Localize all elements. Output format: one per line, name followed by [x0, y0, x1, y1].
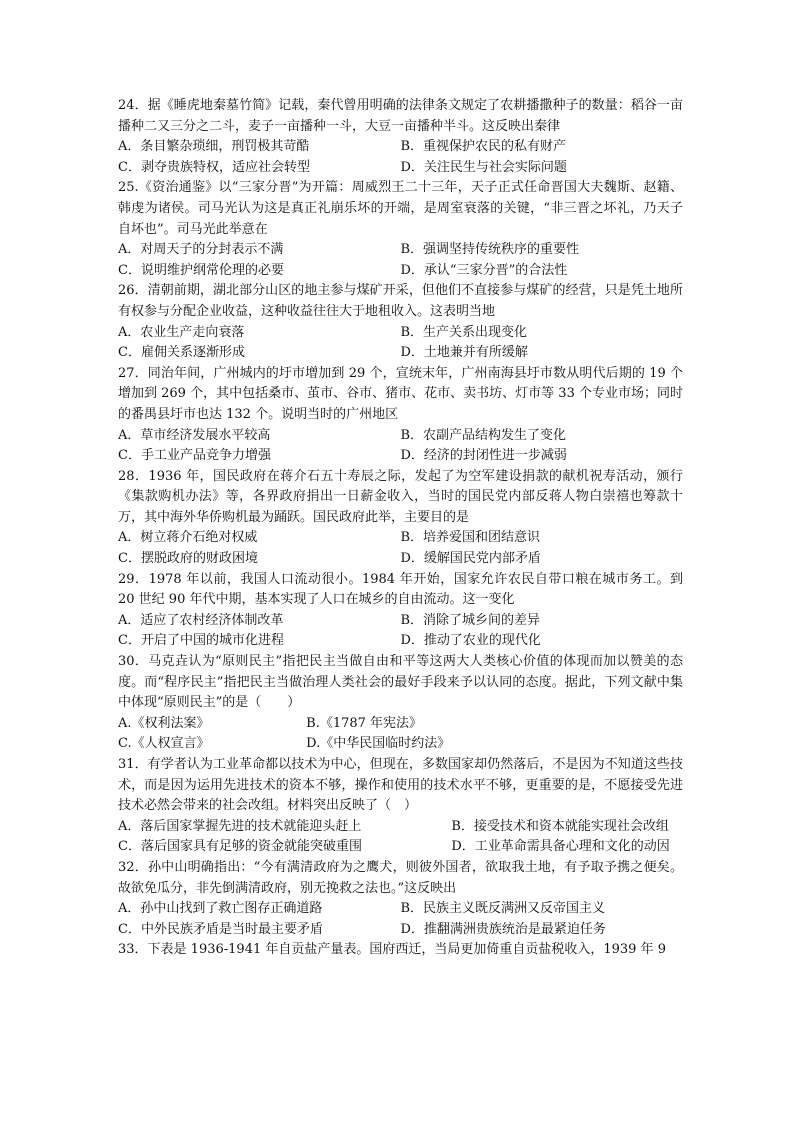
question-24 [118, 96, 683, 178]
option-b: B．民族主义既反满洲又反帝国主义 [400, 901, 606, 917]
option-list [118, 817, 683, 858]
question-stem: 28．1936 年，国民政府在蒋介石五十寿辰之际，发起了为空军建设捐款的献机祝寿活动，颁行《集款购机办法》等，各界政府捐出一日薪金收入，当时的国民党内部反蒋人物白崇禧也筹款十万，其中海外华侨购机最为踊跃。国民政府此举，主要目的是 [118, 468, 683, 525]
option-d: D．承认“三家分晋”的合法性 [400, 262, 568, 278]
option-c: C．剥夺贵族特权，适应社会转型 [118, 159, 310, 175]
option-d: D．关注民生与社会实际问题 [400, 159, 567, 175]
option-d: D．工业革命需具备心理和文化的动因 [451, 839, 670, 855]
option-a: A．孙中山找到了救亡图存正确道路 [118, 901, 323, 917]
option-d: D.《中华民国临时约法》 [306, 736, 451, 752]
option-list [118, 426, 683, 467]
question-stem: 33．下表是 1936-1941 年自贡盐产量表。国府西迁，当局更加倚重自贡盐税收入，1939 年 9 [118, 942, 666, 958]
option-c: C．开启了中国的城市化进程 [118, 633, 284, 649]
option-d: D．推翻满洲贵族统治是最紧迫任务 [400, 921, 606, 937]
option-b: B．生产关系出现变化 [400, 324, 528, 340]
question-stem: 24．据《睡虎地秦墓竹简》记载，秦代曾用明确的法律条文规定了农耕播撒种子的数量：稻谷一亩播种二又三分之二斗，麦子一亩播种一斗，大豆一亩播种半斗。这反映出秦律 [118, 98, 683, 134]
option-c: C．雇佣关系逐渐形成 [118, 345, 245, 361]
option-a: A．条目繁杂琐细，刑罚极其苛酷 [118, 139, 310, 155]
question-stem: 25.《资治通鉴》以“三家分晋”为开篇：周威烈王二十三年，天子正式任命晋国大夫魏斯、赵籍、韩虔为诸侯。司马光认为这是真正礼崩乐坏的开端，是周室衰落的关键，“非三晋之坏礼，乃天子自坏也”。司马光此举意在 [118, 180, 683, 237]
option-b: B．强调坚持传统秩序的重要性 [400, 242, 580, 258]
option-c: C．说明维护纲常伦理的必要 [118, 262, 284, 278]
option-b: B.《1787 年宪法》 [306, 715, 423, 731]
option-a: A．草市经济发展水平较高 [118, 427, 271, 443]
option-d: D．缓解国民党内部矛盾 [400, 551, 541, 567]
question-28 [118, 467, 683, 570]
option-list [118, 714, 683, 755]
option-d: D．经济的封闭性进一步减弱 [400, 448, 567, 464]
option-a: A．树立蒋介石绝对权威 [118, 530, 258, 546]
option-list [118, 528, 683, 569]
option-b: B．接受技术和资本就能实现社会改组 [451, 818, 669, 834]
exam-page [118, 96, 683, 961]
question-stem: 29．1978 年以前，我国人口流动很小。1984 年开始，国家允许农民自带口粮在城市务工。到 20 世纪 90 年代中期，基本实现了人口在城乡的自由流动。这一变化 [118, 571, 683, 608]
option-b: B．培养爱国和团结意识 [400, 530, 541, 546]
question-26 [118, 281, 683, 363]
question-stem: 32．孙中山明确指出：“今有满清政府为之鹰犬，则彼外国者，欲取我土地，有予取予携之便矣。故欲免瓜分，非先倒满清政府，别无挽救之法也。”这反映出 [118, 859, 683, 896]
option-a: A．适应了农村经济体制改革 [118, 612, 284, 628]
option-c: C．手工业产品竞争力增强 [118, 448, 271, 464]
option-c: C．摆脱政府的财政困境 [118, 551, 258, 567]
option-a: A．农业生产走向衰落 [118, 324, 245, 340]
question-stem: 31．有学者认为工业革命都以技术为中心，但现在，多数国家却仍然落后，不是因为不知道这些技术，而是因为运用先进技术的资本不够，操作和使用的技术水平不够，更重要的是，不愿接受先进技术必然会带来的社会改组。材料突出反映了（ ） [118, 757, 683, 814]
option-c: C．中外民族矛盾是当时最主要矛盾 [118, 921, 323, 937]
option-a: A．对周天子的分封表示不满 [118, 242, 284, 258]
question-33 [118, 940, 683, 961]
option-list [118, 323, 683, 364]
question-stem: 27．同治年间，广州城内的圩市增加到 29 个，宣统末年，广州南海县圩市数从明代后期的 19 个增加到 269 个，其中包括桑市、茧市、谷市、猪市、花市、卖书坊、灯市等 33 个专业市场；同时的番禺县圩市也达 132 个。说明当时的广州地区 [118, 365, 683, 422]
option-b: B．消除了城乡间的差异 [400, 612, 541, 628]
option-c: C．落后国家具有足够的资金就能突破重围 [118, 839, 362, 855]
option-a: A．落后国家掌握先进的技术就能迎头赶上 [118, 818, 362, 834]
question-stem: 30．马克垚认为“原则民主”指把民主当做自由和平等这两大人类核心价值的体现而加以赞美的态度。而“程序民主”指把民主当做治理人类社会的最好手段来予以认同的态度。据此，下列文献中集中体现“原则民主”的是（ ） [118, 654, 683, 711]
question-31 [118, 755, 683, 858]
option-d: D．土地兼并有所缓解 [400, 345, 528, 361]
question-27 [118, 364, 683, 467]
question-29 [118, 570, 683, 652]
option-d: D．推动了农业的现代化 [400, 633, 541, 649]
question-stem: 26．清朝前期，湖北部分山区的地主参与煤矿开采，但他们不直接参与煤矿的经营，只是凭土地所有权参与分配企业收益，这种收益往往大于地租收入。这表明当地 [118, 283, 683, 319]
question-32 [118, 858, 683, 940]
option-list [118, 611, 683, 652]
option-a: A.《权利法案》 [118, 715, 210, 731]
option-c: C.《人权宣言》 [118, 736, 210, 752]
option-b: B．重视保护农民的私有财产 [400, 139, 567, 155]
option-b: B．农副产品结构发生了变化 [400, 427, 567, 443]
option-list [118, 137, 683, 178]
question-30 [118, 652, 683, 755]
question-25 [118, 178, 683, 281]
option-list [118, 240, 683, 281]
option-list [118, 899, 683, 940]
